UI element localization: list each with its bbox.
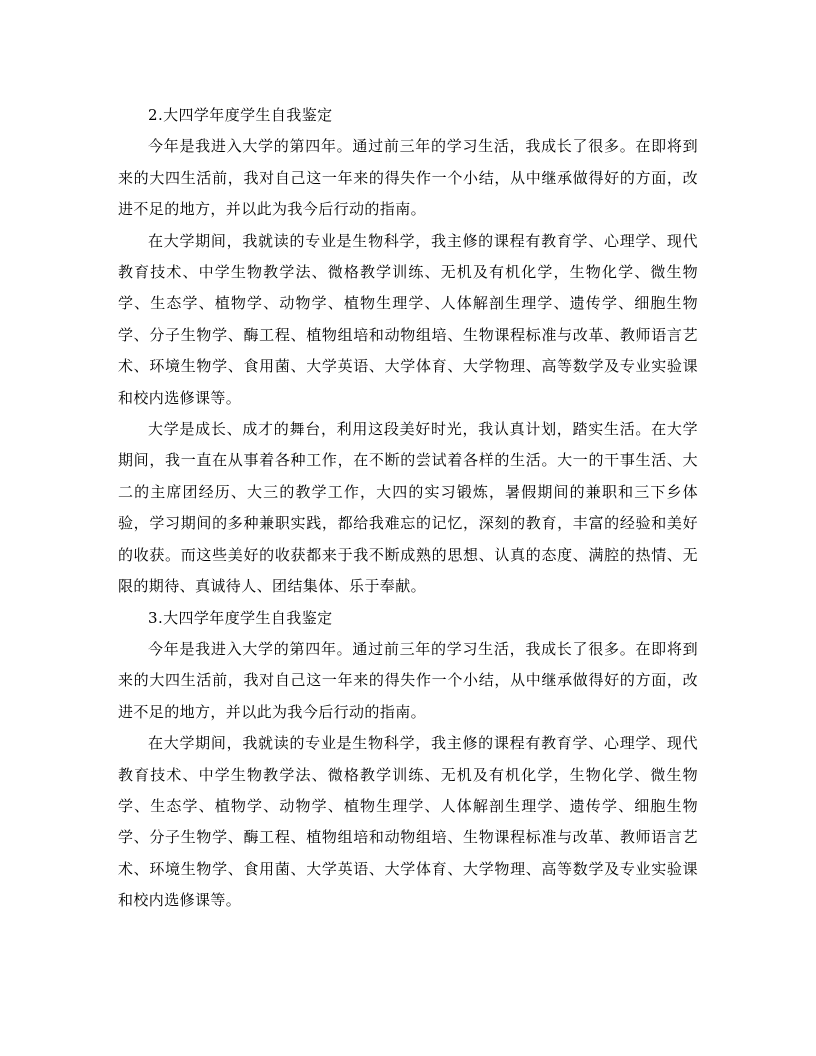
- paragraph: 今年是我进入大学的第四年。通过前三年的学习生活，我成长了很多。在即将到来的大四生活前，我对自己这一年来的得失作一个小结，从中继承做得好的方面，改进不足的地方，并以此为我今后行动的指南。: [118, 639, 698, 721]
- paragraph: 今年是我进入大学的第四年。通过前三年的学习生活，我成长了很多。在即将到来的大四生活前，我对自己这一年来的得失作一个小结，从中继承做得好的方面，改进不足的地方，并以此为我今后行动的指南。: [118, 137, 698, 219]
- section-heading: 2.大四学年度学生自我鉴定: [148, 106, 333, 124]
- section-heading: 3.大四学年度学生自我鉴定: [148, 608, 333, 627]
- paragraph: 大学是成长、成才的舞台，利用这段美好时光，我认真计划，踏实生活。在大学期间，我一直在从事着各种工作，在不断的尝试着各样的生活。大一的干事生活、大二的主席团经历、大三的教学工作，大四的实习锻炼，暑假期间的兼职和三下乡体验，学习期间的多种兼职实践，都给我难忘的记忆，深刻的教育，丰富的经验和美好的收获。而这些美好的收获都来于我不断成熟的思想、认真的态度、满腔的热情、无限的期待、真诚待人、团结集体、乐于奉献。: [118, 420, 698, 596]
- paragraph: 在大学期间，我就读的专业是生物科学，我主修的课程有教育学、心理学、现代教育技术、中学生物教学法、微格教学训练、无机及有机化学，生物化学、微生物学、生态学、植物学、动物学、植物生理学、人体解剖生理学、遗传学、细胞生物学、分子生物学、酶工程、植物组培和动物组培、生物课程标准与改革、教师语言艺术、环境生物学、食用菌、大学英语、大学体育、大学物理、高等数学及专业实验课和校内选修课等。: [118, 734, 698, 910]
- document-body: [118, 100, 698, 917]
- paragraph: 在大学期间，我就读的专业是生物科学，我主修的课程有教育学、心理学、现代教育技术、中学生物教学法、微格教学训练、无机及有机化学，生物化学、微生物学、生态学、植物学、动物学、植物生理学、人体解剖生理学、遗传学、细胞生物学、分子生物学、酶工程、植物组培和动物组培、生物课程标准与改革、教师语言艺术、环境生物学、食用菌、大学英语、大学体育、大学物理、高等数学及专业实验课和校内选修课等。: [118, 231, 698, 407]
